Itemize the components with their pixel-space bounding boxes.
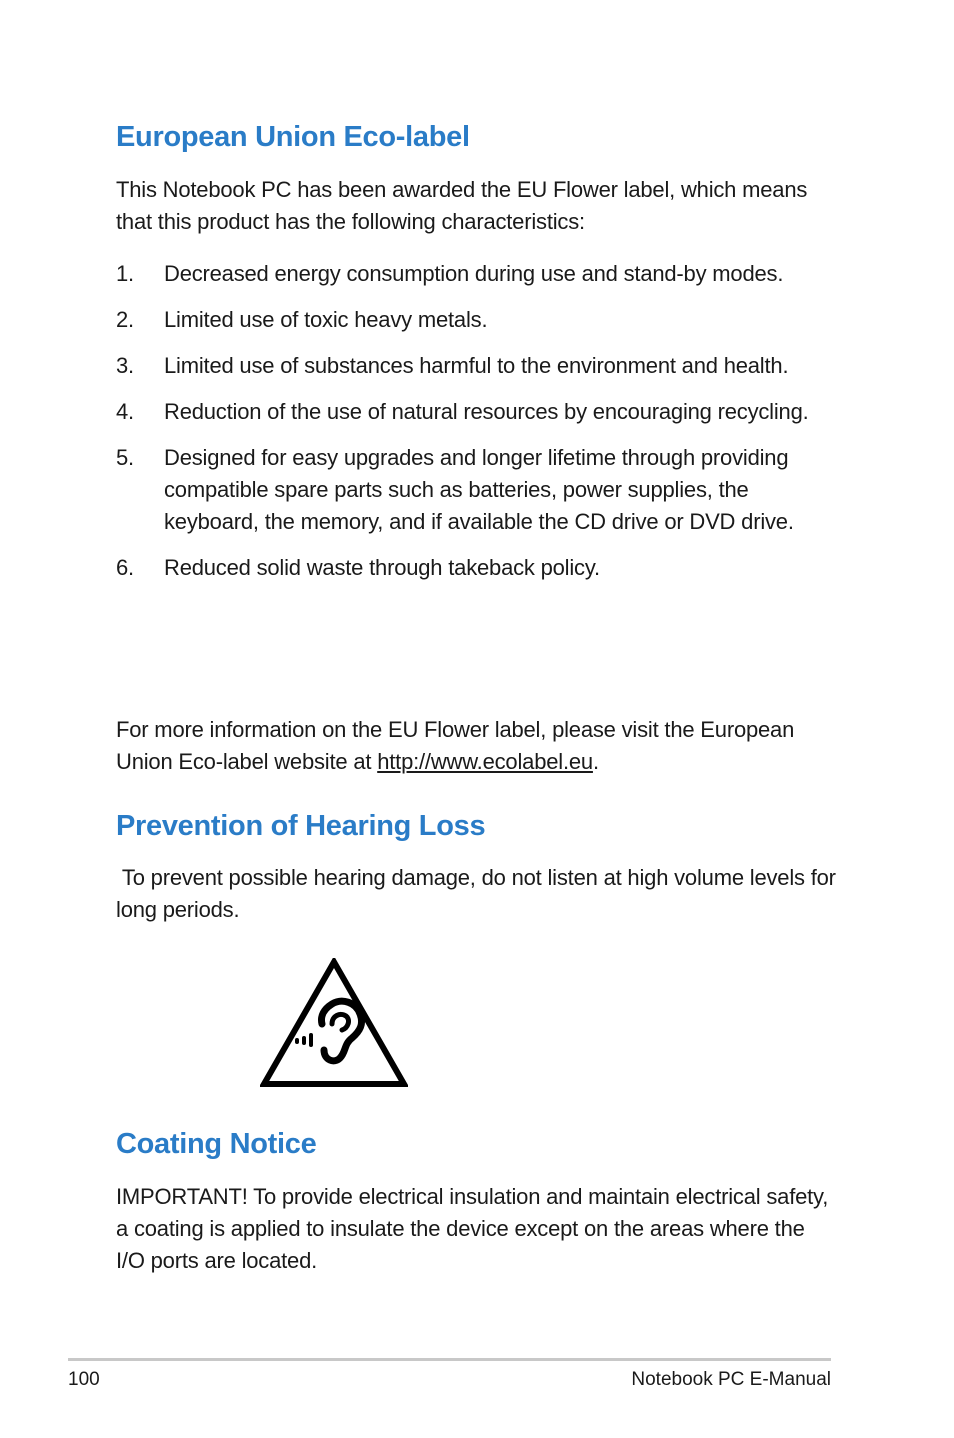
- eco-label-intro: This Notebook PC has been awarded the EU Flower label, which means that this product has the following characteristics:: [116, 177, 808, 234]
- more-info-suffix: .: [592, 749, 599, 774]
- list-item-number: 4.: [116, 399, 134, 424]
- list-item: [116, 350, 836, 382]
- hearing-warning-icon: [260, 958, 408, 1088]
- list-item-text: Decreased energy consumption during use and stand-by modes.: [164, 261, 784, 286]
- list-item-number: 3.: [116, 353, 134, 378]
- list-item-text: Limited use of substances harmful to the environment and health.: [164, 353, 789, 378]
- list-item-text: Limited use of toxic heavy metals.: [164, 307, 488, 332]
- list-item: [116, 304, 836, 336]
- list-item-text: Reduction of the use of natural resources by encouraging recycling.: [164, 399, 809, 424]
- eco-label-heading: European Union Eco-label: [116, 121, 470, 153]
- list-item-number: 5.: [116, 445, 134, 470]
- coating-notice-heading: Coating Notice: [116, 1128, 317, 1160]
- more-info-text: For more information on the EU Flower label, please visit the European Union Eco-label website at: [116, 717, 795, 774]
- coating-notice-text: IMPORTANT! To provide electrical insulation and maintain electrical safety, a coating is applied to insulate the device except on the areas where the I/O ports are located.: [116, 1184, 829, 1273]
- manual-title: Notebook PC E-Manual: [631, 1369, 831, 1390]
- list-item-number: 1.: [116, 261, 134, 286]
- ecolabel-website-link[interactable]: http://www.ecolabel.eu: [377, 749, 593, 774]
- list-item-text: Designed for easy upgrades and longer lifetime through providing compatible spare parts such as batteries, power supplies, the keyboard, the memory, and if available the CD drive or DVD drive.: [164, 445, 794, 534]
- hearing-loss-heading: Prevention of Hearing Loss: [116, 810, 486, 842]
- footer-divider: [68, 1358, 831, 1361]
- page-number: 100: [68, 1369, 100, 1390]
- eco-characteristics-list: [116, 258, 836, 584]
- list-item: [116, 552, 836, 584]
- list-item-number: 2.: [116, 307, 134, 332]
- list-item-number: 6.: [116, 555, 134, 580]
- hearing-loss-text: To prevent possible hearing damage, do not listen at high volume levels for long periods.: [116, 865, 842, 922]
- eco-label-more-info: [116, 714, 836, 778]
- list-item: [116, 258, 836, 290]
- list-item: [116, 396, 836, 428]
- list-item: [116, 442, 836, 538]
- list-item-text: Reduced solid waste through takeback policy.: [164, 555, 600, 580]
